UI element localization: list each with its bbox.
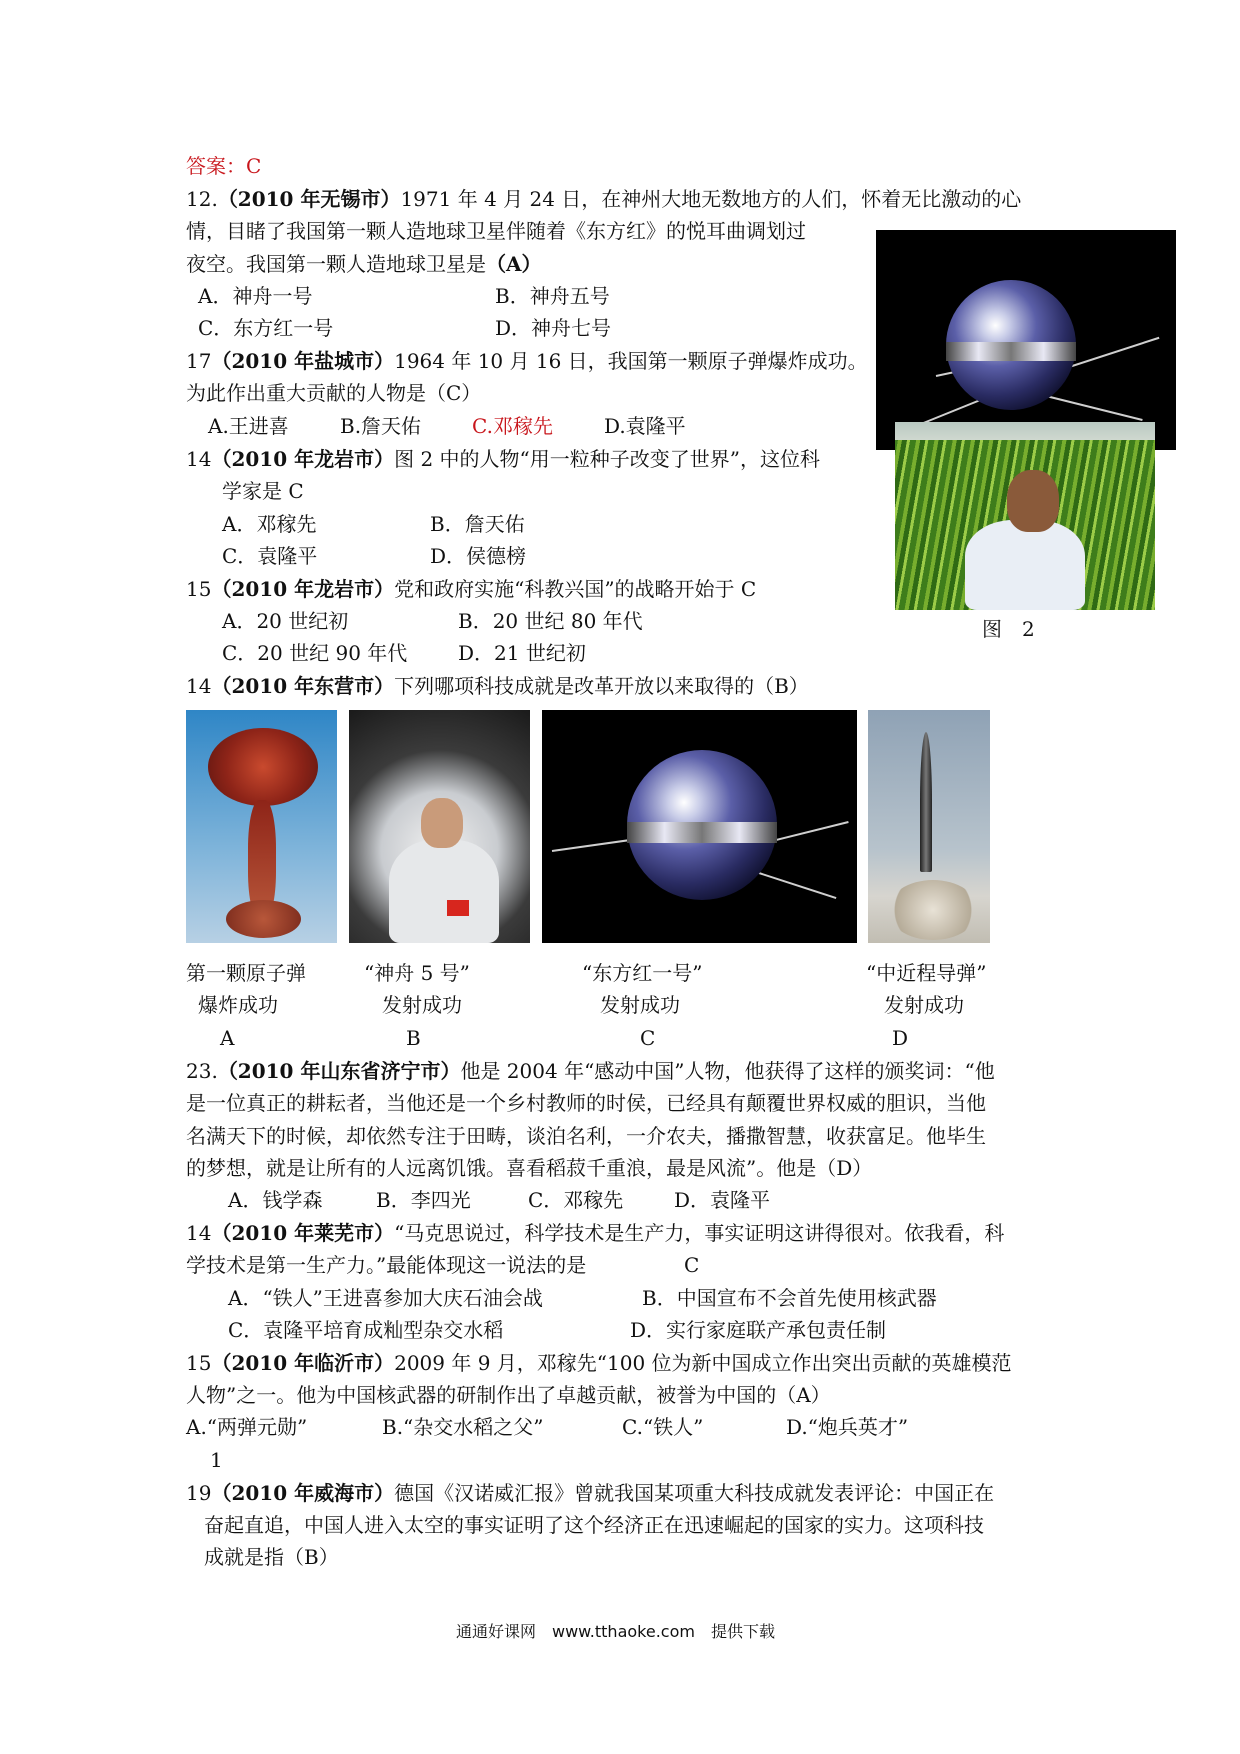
question-text: 下列哪项科技成就是改革开放以来取得的（B） xyxy=(394,674,809,698)
caption-c-line1: “东方红一号” xyxy=(582,961,703,985)
question-number: 14 xyxy=(186,674,212,698)
q14a-option-d: D．侯德榜 xyxy=(430,544,527,568)
figure-caption: 图 2 xyxy=(982,617,1035,641)
q14a-option-b: B．詹天佑 xyxy=(430,512,525,536)
question-17-line2: 为此作出重大贡献的人物是（C） xyxy=(186,381,482,405)
caption-a-line1: 第一颗原子弹 xyxy=(186,961,306,985)
q23-option-b: B．李四光 xyxy=(376,1188,471,1212)
question-text: 1971 年 4 月 24 日，在神州大地无数地方的人们，怀着无比激动的心 xyxy=(400,187,1022,211)
question-source: （2010 年临沂市） xyxy=(211,1351,395,1375)
atomic-bomb-photo xyxy=(186,710,337,943)
question-text: “马克思说过，科学技术是生产力，事实证明这讲得很对。依我看，科 xyxy=(394,1221,1005,1245)
q15a-option-a: A．20 世纪初 xyxy=(222,609,349,633)
question-23-line3: 名满天下的时候，却依然专注于田畴，谈泊名利，一介农夫，播撒智慧，收获富足。他毕生 xyxy=(186,1124,986,1148)
q17-option-b: B.詹天佑 xyxy=(340,414,422,438)
stray-number: 1 xyxy=(210,1448,223,1472)
question-15b-line2: 人物”之一。他为中国核武器的研制作出了卓越贡献，被誉为中国的（A） xyxy=(186,1383,831,1407)
question-text: 他是 2004 年“感动中国”人物，他获得了这样的颁奖词：“他 xyxy=(460,1059,995,1083)
question-19-line2: 奋起直追，中国人进入太空的事实证明了这个经济正在迅速崛起的国家的实力。这项科技 xyxy=(204,1513,984,1537)
q12-option-d: D．神舟七号 xyxy=(495,316,612,340)
question-source: （2010 年莱芜市） xyxy=(211,1221,395,1245)
question-17-line1 xyxy=(186,345,868,377)
caption-b-letter: B xyxy=(406,1026,421,1050)
q14c-option-a: A．“铁人”王进喜参加大庆石油会战 xyxy=(228,1286,543,1310)
question-19-line1 xyxy=(186,1477,994,1509)
question-source: （2010 年龙岩市） xyxy=(211,447,395,471)
caption-d-line1: “中近程导弹” xyxy=(866,961,987,985)
question-source: （2010 年东营市） xyxy=(211,674,395,698)
question-14a-line2: 学家是 C xyxy=(222,479,304,503)
question-number: 23. xyxy=(186,1059,218,1083)
q23-option-d: D．袁隆平 xyxy=(674,1188,771,1212)
question-15b-line1 xyxy=(186,1347,1012,1379)
question-number: 19 xyxy=(186,1481,212,1505)
question-12-line2: 情，目睹了我国第一颗人造地球卫星伴随着《东方红》的悦耳曲调划过 xyxy=(186,219,806,243)
question-number: 12. xyxy=(186,187,218,211)
answer-line: 答案：C xyxy=(186,154,262,178)
question-source: （2010 年山东省济宁市） xyxy=(217,1059,461,1083)
caption-b-line2: 发射成功 xyxy=(382,993,462,1017)
question-19-line3: 成就是指（B） xyxy=(204,1545,339,1569)
question-text: 党和政府实施“科教兴国”的战略开始于 C xyxy=(394,577,757,601)
question-source: （2010 年威海市） xyxy=(211,1481,395,1505)
q15b-option-d: D.“炮兵英才” xyxy=(786,1415,909,1439)
q17-option-a: A.王进喜 xyxy=(208,414,289,438)
q12-option-c: C．东方红一号 xyxy=(198,316,334,340)
q12-option-b: B．神舟五号 xyxy=(495,284,610,308)
caption-d-line2: 发射成功 xyxy=(884,993,964,1017)
q15b-option-b: B.“杂交水稻之父” xyxy=(382,1415,544,1439)
question-12-line1 xyxy=(186,183,1021,215)
question-14a-line1 xyxy=(186,443,820,475)
page-footer: 通通好课网 www.tthaoke.com 提供下载 xyxy=(456,1622,775,1641)
question-text: 德国《汉诺威汇报》曾就我国某项重大科技成就发表评论：中国正在 xyxy=(394,1481,995,1505)
question-text: 图 2 中的人物“用一粒种子改变了世界”，这位科 xyxy=(394,447,820,471)
question-15a-line1 xyxy=(186,573,756,605)
caption-b-line1: “神舟 5 号” xyxy=(364,961,470,985)
q14a-option-a: A．邓稼先 xyxy=(222,512,317,536)
question-source: （2010 年龙岩市） xyxy=(211,577,395,601)
question-23-line4: 的梦想，就是让所有的人远离饥饿。喜看稻菽千重浪，最是风流”。他是（D） xyxy=(186,1156,873,1180)
q14c-option-b: B．中国宣布不会首先使用核武器 xyxy=(642,1286,937,1310)
q15a-option-c: C．20 世纪 90 年代 xyxy=(222,641,408,665)
q15b-option-c: C.“铁人” xyxy=(622,1415,704,1439)
question-text: 2009 年 9 月，邓稼先“100 位为新中国成立作出突出贡献的英雄模范 xyxy=(394,1351,1012,1375)
question-23-line2: 是一位真正的耕耘者，当他还是一个乡村教师的时侯，已经具有颠覆世界权威的胆识，当他 xyxy=(186,1091,986,1115)
question-12-line3 xyxy=(186,248,542,280)
q14a-option-c: C．袁隆平 xyxy=(222,544,318,568)
q15b-option-a: A.“两弹元勋” xyxy=(186,1415,308,1439)
dongfanghong-satellite-photo xyxy=(542,710,857,943)
satellite-photo xyxy=(876,230,1176,450)
astronaut-photo xyxy=(349,710,530,943)
caption-c-letter: C xyxy=(640,1026,656,1050)
question-number: 15 xyxy=(186,577,212,601)
q23-option-a: A．钱学森 xyxy=(228,1188,323,1212)
caption-d-letter: D xyxy=(892,1026,909,1050)
question-source: （2010 年无锡市） xyxy=(217,187,401,211)
question-number: 14 xyxy=(186,447,212,471)
question-23-line1 xyxy=(186,1055,995,1087)
caption-a-line2: 爆炸成功 xyxy=(198,993,278,1017)
missile-photo xyxy=(868,710,990,943)
question-source: （2010 年盐城市） xyxy=(211,349,395,373)
question-number: 17 xyxy=(186,349,212,373)
question-14b-line1 xyxy=(186,670,809,702)
question-14c-line1 xyxy=(186,1217,1004,1249)
q15a-option-d: D．21 世纪初 xyxy=(458,641,586,665)
q23-option-c: C．邓稼先 xyxy=(528,1188,624,1212)
question-answer: （A） xyxy=(486,252,542,276)
question-14c-answer: C xyxy=(684,1253,700,1277)
caption-a-letter: A xyxy=(220,1026,235,1050)
q15a-option-b: B．20 世纪 80 年代 xyxy=(458,609,643,633)
q14c-option-c: C．袁隆平培育成籼型杂交水稻 xyxy=(228,1318,504,1342)
question-number: 15 xyxy=(186,1351,212,1375)
question-14c-line2: 学技术是第一生产力。”最能体现这一说法的是 xyxy=(186,1253,587,1277)
question-text: 1964 年 10 月 16 日，我国第一颗原子弹爆炸成功。 xyxy=(394,349,868,373)
rice-field-scientist-photo xyxy=(895,422,1155,610)
q17-option-c: C.邓稼先 xyxy=(472,414,553,438)
q14c-option-d: D．实行家庭联产承包责任制 xyxy=(630,1318,887,1342)
caption-c-line2: 发射成功 xyxy=(600,993,680,1017)
q12-option-a: A．神舟一号 xyxy=(198,284,313,308)
question-number: 14 xyxy=(186,1221,212,1245)
question-text: 夜空。我国第一颗人造地球卫星是 xyxy=(186,252,486,276)
q17-option-d: D.袁隆平 xyxy=(604,414,686,438)
